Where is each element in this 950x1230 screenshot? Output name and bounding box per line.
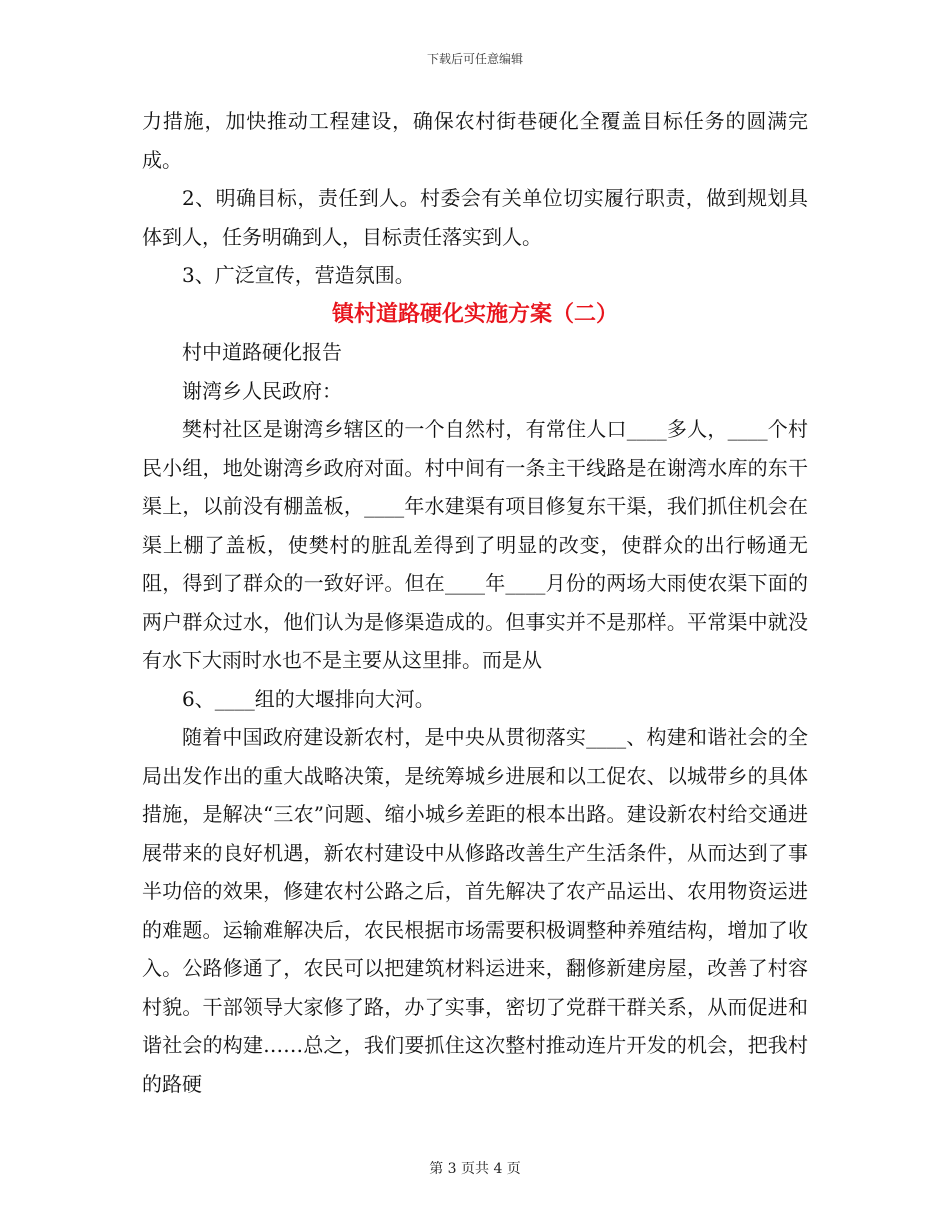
section-title: 镇村道路硬化实施方案（二） (331, 300, 618, 327)
paragraph: 2、明确目标，责任到人。村委会有关单位切实履行职责，做到规划具体到人，任务明确到人，目标责任落实到人。 (142, 186, 808, 249)
page-header: 下载后可任意编辑 (426, 52, 523, 66)
page-footer: 第 3 页共 4 页 (429, 1161, 521, 1177)
paragraph: 力措施，加快推动工程建设，确保农村街巷硬化全覆盖目标任务的圆满完成。 (142, 109, 808, 172)
report-title: 村中道路硬化报告 (182, 340, 342, 364)
paragraph: 3、广泛宣传，营造氛围。 (182, 263, 415, 287)
paragraph: 随着中国政府建设新农村，是中央从贯彻落实____、构建和谐社会的全局出发作出的重大战略决策，是统筹城乡进展和以工促农、以城带乡的具体措施，是解决“三农”问题、缩小城乡差距的根本出路。建设新农村给交通进展带来的良好机遇，新农村建设中从修路改善生产生活条件，从而达到了事半功倍的效果，修建农村公路之后，首先解决了农产品运出、农用物资运进的难题。运输难解决后，农民根据市场需要积极调整种养殖结构，增加了收入。公路修通了，农民可以把建筑材料运进来，翻修新建房屋，改善了村容村貌。干部领导大家修了路，办了实事，密切了党群干群关系，从而促进和谐社会的构建……总之，我们要抓住这次整村推动连片开发的机会，把我村的路硬 (142, 725, 808, 1096)
document-body (142, 102, 808, 1103)
paragraph: 6、____组的大堰排向大河。 (182, 686, 435, 711)
salutation: 谢湾乡人民政府： (182, 378, 342, 403)
paragraph: 樊村社区是谢湾乡辖区的一个自然村，有常住人口____多人，____个村民小组，地处谢湾乡政府对面。村中间有一条主干线路是在谢湾水库的东干渠上，以前没有棚盖板，____年水建渠有项目修复东干渠，我们抓住机会在渠上棚了盖板，使樊村的脏乱差得到了明显的改变，使群众的出行畅通无阻，得到了群众的一致好评。但在____年____月份的两场大雨使农渠下面的两户群众过水，他们认为是修渠造成的。但事实并不是那样。平常渠中就没有水下大雨时水也不是主要从这里排。而是从 (142, 417, 808, 672)
